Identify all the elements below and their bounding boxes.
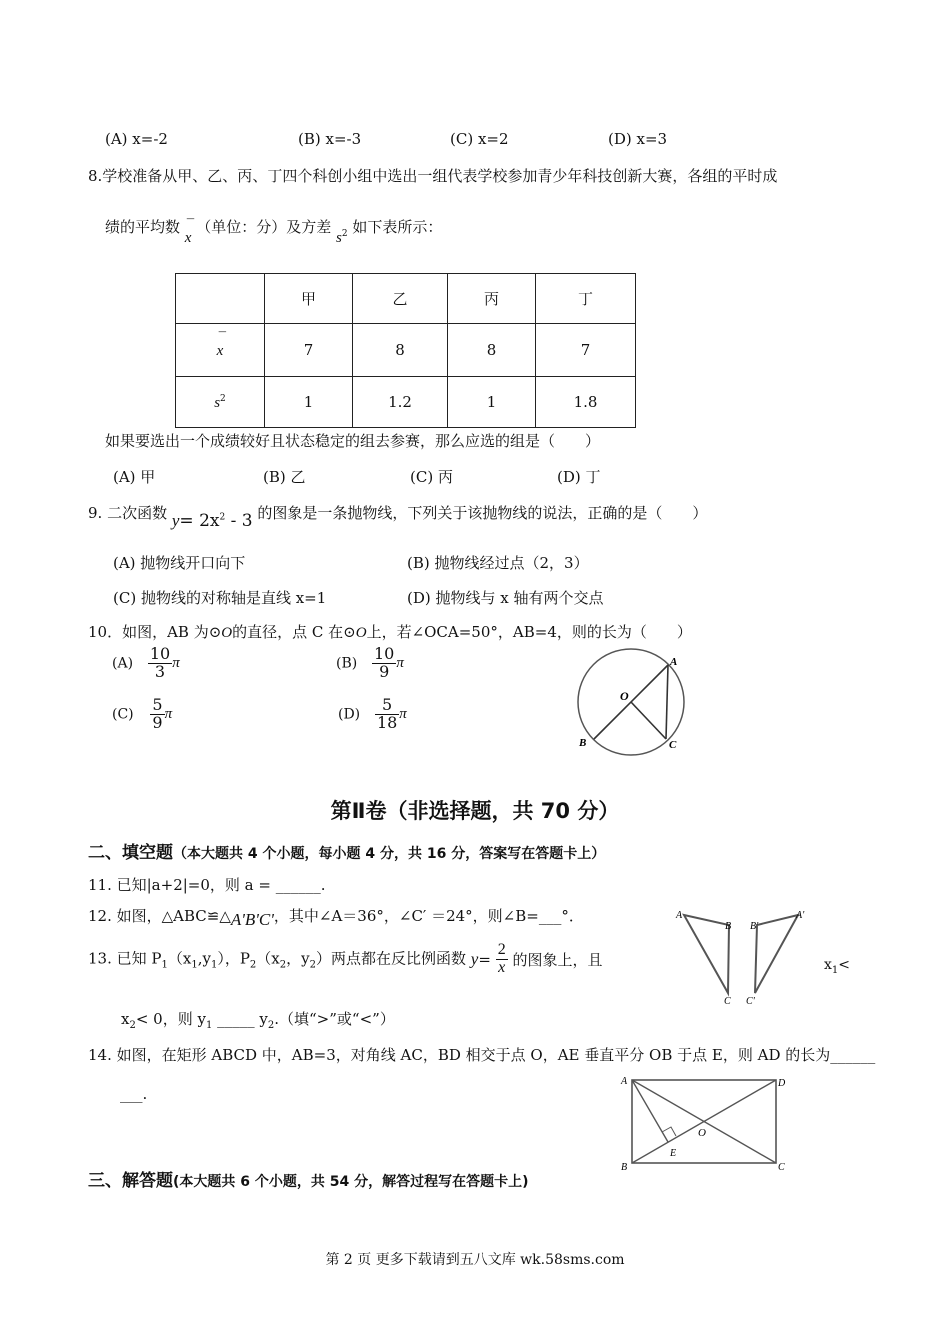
label-a: A — [621, 1076, 628, 1087]
q13-right: $x_1<$ — [824, 957, 851, 976]
q8-option-d: (D) 丁 — [557, 468, 601, 486]
s-symbol: s — [336, 230, 342, 246]
q9-line — [88, 502, 708, 531]
table-cell: 8 — [448, 324, 536, 377]
circle-figure — [570, 648, 692, 758]
q8-text-a: 绩的平均数 — [105, 218, 181, 236]
q8-table — [175, 273, 636, 428]
q8-line2: 绩的平均数 ‾ x （单位：分）及方差 $s^2$ 如下表所示： — [105, 216, 443, 246]
label-b: B — [579, 737, 587, 749]
part2-title: 第Ⅱ卷（非选择题，共 70 分） — [330, 799, 620, 823]
table-header: 丙 — [448, 274, 536, 324]
section3-header: 三、解答题(本大题共 6 个小题，共 54 分，解答过程写在答题卡上) — [88, 1171, 529, 1191]
q9-option-c: (C) 抛物线的对称轴是直线 x=1 — [113, 589, 327, 607]
table-cell: 1.8 — [536, 377, 636, 428]
q10-option-c: (C) $\frac{5}{9}$ π — [112, 695, 173, 732]
table-row-label: $s^2$ — [176, 377, 265, 428]
label-b: B — [725, 921, 732, 932]
label-c-prime: C' — [746, 996, 755, 1007]
q10-line: 10．如图，AB 为⊙O的直径，点 C 在⊙O上，若∠OCA=50°，AB=4，则的长为（ ） — [88, 623, 692, 641]
label-c: C — [724, 996, 731, 1007]
q10-option-b: (B) $\frac{10}{9}$ π — [336, 644, 404, 681]
q8-option-b: (B) 乙 — [263, 468, 306, 486]
table-cell: 1 — [265, 377, 353, 428]
table-header: 甲 — [265, 274, 353, 324]
label-b-prime: B' — [750, 921, 759, 932]
q7-option-c: (C) x=2 — [450, 130, 509, 148]
table-cell: 7 — [265, 324, 353, 377]
label-a-prime: A' — [796, 910, 805, 921]
table-cell: 8 — [353, 324, 448, 377]
triangles-figure — [672, 905, 817, 1007]
q9-option-a: (A) 抛物线开口向下 — [113, 554, 246, 572]
q8-option-c: (C) 丙 — [410, 468, 453, 486]
q10-option-d: (D) $\frac{5}{18}$ π — [338, 695, 407, 732]
chord-ac — [666, 665, 668, 739]
q9-option-d: (D) 抛物线与 x 轴有两个交点 — [407, 589, 604, 607]
s-sup: 2 — [341, 229, 348, 239]
q8-question: 如果要选出一个成绩较好且状态稳定的组去参赛，那么应选的组是（ ） — [105, 432, 601, 450]
table-header: 乙 — [353, 274, 448, 324]
segment-ae — [632, 1080, 668, 1142]
xbar-symbol: x — [184, 230, 192, 246]
table-header: 丁 — [536, 274, 636, 324]
q13-line2: $x_2< 0$，则 $y_1$ _____ $y_2$.（填“>”或“<”） — [121, 1010, 395, 1031]
q8-option-a: (A) 甲 — [113, 468, 156, 486]
q11: 11. 已知|a+2|=0，则 a = ______. — [88, 876, 326, 894]
q14-line1: 14. 如图，在矩形 ABCD 中，AB=3，对角线 AC，BD 相交于点 O，AE 垂直平分 OB 于点 E，则 AD 的长为______ — [88, 1046, 876, 1064]
table-header-empty — [176, 274, 265, 324]
rectangle-figure — [616, 1070, 792, 1174]
table-cell: 1.2 — [353, 377, 448, 428]
label-c: C — [778, 1162, 785, 1173]
section2-header: 二、填空题（本大题共 4 个小题，每小题 4 分，共 16 分，答案写在答题卡上） — [88, 843, 606, 863]
label-o: O — [620, 689, 629, 703]
q8-text-c: 如下表所示： — [352, 218, 443, 236]
q12: 12. 如图，△ABC≌△A'B'C'，其中∠A＝36°，∠C′ ＝24°，则∠B=___°． — [88, 907, 584, 929]
page-footer: 第 2 页 更多下载请到五八文库 wk.58sms.com — [325, 1252, 625, 1268]
q9-suffix: 的图象是一条抛物线，下列关于该抛物线的说法，正确的是（ ） — [257, 504, 708, 522]
q7-option-a: (A) x=-2 — [105, 130, 168, 148]
label-c: C — [669, 739, 677, 751]
q10-option-a: (A) $\frac{10}{3}$ π — [112, 644, 180, 681]
triangle-abc — [684, 915, 732, 993]
q8-line1: 8.学校准备从甲、乙、丙、丁四个科创小组中选出一组代表学校参加青少年科技创新大赛，各组的平时成 — [88, 167, 778, 185]
label-a: A — [676, 910, 683, 921]
label-a: A — [670, 656, 678, 668]
label-o: O — [698, 1127, 706, 1139]
q13-line1: 13. 已知 $P_1(x_1,y_1)$，$P_2(x_2$，$y_2$）两点都在反比例函数 y= $\frac{2}{x}$ 的图象上，且 — [88, 941, 603, 976]
label-e: E — [670, 1148, 677, 1159]
triangle-a2b2c2 — [755, 915, 798, 993]
label-d: D — [778, 1078, 786, 1089]
label-b: B — [621, 1162, 628, 1173]
q8-text-b: （单位：分）及方差 — [196, 218, 332, 236]
q9-prefix: 9. 二次函数 — [88, 504, 168, 522]
table-cell: 1 — [448, 377, 536, 428]
radius-oc — [631, 702, 666, 739]
q14-line2: ___. — [120, 1085, 148, 1103]
table-row-label: ‾ x — [176, 324, 265, 377]
q7-option-b: (B) x=-3 — [298, 130, 362, 148]
q9-formula: $y= 2x^2 - 3$ — [171, 511, 253, 531]
q7-option-d: (D) x=3 — [608, 130, 668, 148]
table-cell: 7 — [536, 324, 636, 377]
q9-option-b: (B) 抛物线经过点（2，3） — [407, 554, 589, 572]
